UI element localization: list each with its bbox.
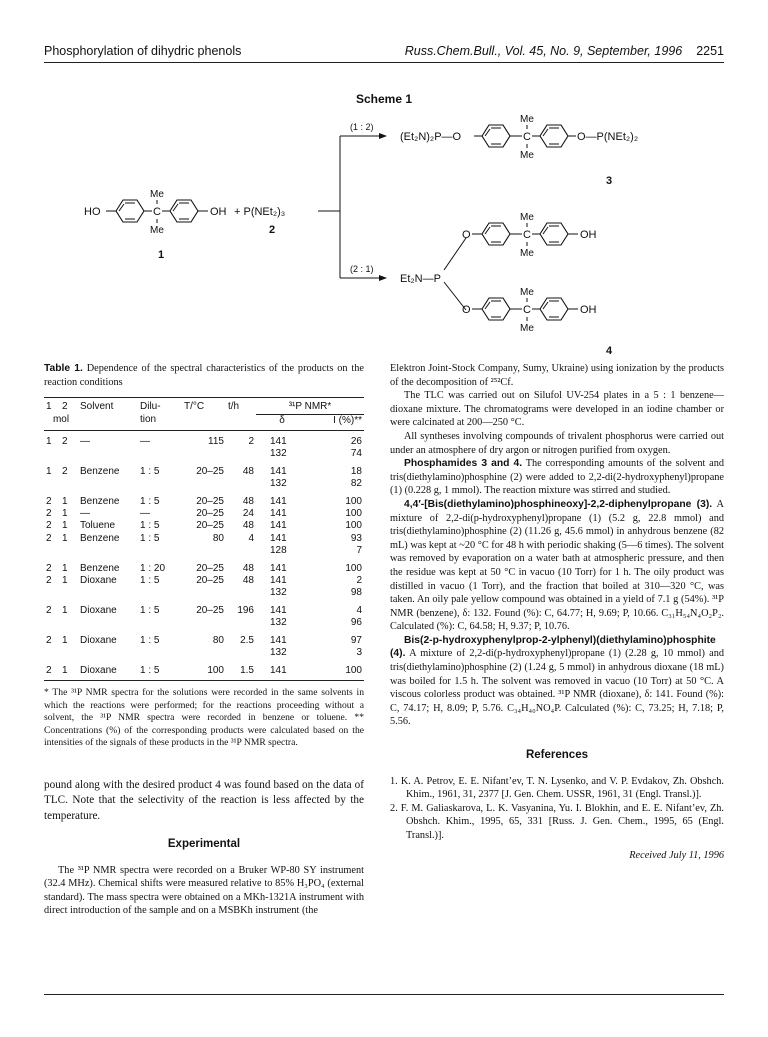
table-row bbox=[44, 587, 364, 599]
table-cell bbox=[138, 448, 182, 460]
header-solvent: Solvent bbox=[78, 398, 138, 414]
header-temp: T/°C bbox=[182, 398, 226, 414]
table-row bbox=[44, 448, 364, 460]
table-cell: 141 bbox=[270, 634, 287, 646]
table-cell: 141 bbox=[270, 508, 287, 520]
table-cell: Dioxane bbox=[78, 660, 138, 681]
compound-3-heading: 4,4′-[Bis(diethylamino)phosphineoxy]-2,2-diphenylpropane (3). bbox=[404, 498, 713, 510]
compound-4-text: A mixture of 2,2-di(p-hydroxyphenyl)propane (1) (2.28 g, 10 mmol) and tris(diethylamino)phosphine (2) (1.24 g, 5 mmol) in anhydrous dioxane (18 mL) was boiled for 1.5 h. The solvent was removed in vacuo (10 Torr) at 50 °C. A viscous colorless product was obtained. ³¹P NMR (dioxane), δ: 141. Found (%): C, 74.17; H, 8.09; P, 5.76. C₃₄H₄₀NO₄P. Calculated (%): C, 73.25; H, 7.18; P, 5.56. bbox=[390, 648, 724, 728]
table-caption-text: Dependence of the spectral characteristics of the products on the reaction conditions bbox=[44, 363, 364, 388]
table-cell: 1 bbox=[62, 532, 68, 544]
product-3-label: 3 bbox=[606, 175, 613, 187]
references-heading: References bbox=[525, 749, 588, 762]
table-cell bbox=[78, 545, 138, 557]
table-cell: 1 bbox=[62, 495, 68, 507]
table-cell: 2 bbox=[46, 604, 52, 616]
right-column bbox=[390, 362, 724, 862]
table-cell: Benzene bbox=[80, 562, 120, 574]
table-cell bbox=[44, 545, 60, 557]
table-cell bbox=[182, 647, 226, 659]
header-nmr: ³¹P NMR* bbox=[256, 398, 364, 414]
table-cell bbox=[60, 587, 78, 599]
table-cell: 132 bbox=[270, 587, 287, 599]
table-cell: 141 bbox=[256, 660, 308, 681]
header-time: t/h bbox=[226, 398, 256, 414]
benzene-ring bbox=[482, 125, 510, 147]
table-row bbox=[44, 617, 364, 629]
table-cell: — bbox=[140, 508, 150, 520]
table-cell: Toluene bbox=[80, 520, 116, 532]
table-row bbox=[44, 478, 364, 490]
p3-right-group: O—P(NEt₂)₂ bbox=[577, 131, 639, 143]
table-row bbox=[44, 660, 364, 681]
table-row bbox=[44, 461, 364, 478]
table-cell: Benzene bbox=[80, 532, 120, 544]
compound-4-heading: Bis(2-p-hydroxyphenylprop-2-ylphenyl)(diethylamino)phosphite (4). bbox=[390, 634, 716, 660]
p4-lower-methyl-bottom: Me bbox=[520, 323, 534, 334]
table-cell: 132 bbox=[270, 647, 287, 659]
table-subheader-row bbox=[44, 414, 364, 430]
table-cell bbox=[182, 617, 226, 629]
table-cell bbox=[44, 478, 60, 490]
table-cell: 20–25 bbox=[196, 508, 224, 520]
table-cell: 2 bbox=[248, 436, 254, 447]
ratio-bottom: (2 : 1) bbox=[350, 264, 374, 274]
page-number: 2251 bbox=[696, 44, 724, 58]
table-cell bbox=[138, 617, 182, 629]
results-table bbox=[44, 397, 364, 681]
scheme-title: Scheme 1 bbox=[355, 92, 413, 106]
table-cell: 141 bbox=[270, 562, 287, 574]
table-cell: 24 bbox=[242, 508, 254, 520]
table-cell: Dioxane bbox=[80, 604, 117, 616]
table-row bbox=[44, 545, 364, 557]
table-cell bbox=[78, 448, 138, 460]
oh-group: OH bbox=[210, 206, 227, 218]
table-cell bbox=[60, 617, 78, 629]
paragraph-compound-3 bbox=[390, 498, 724, 634]
table-cell: 141 bbox=[270, 465, 287, 477]
table-cell: 2.5 bbox=[240, 634, 254, 646]
phosphamides-text: The corresponding amounts of the solvent and tris(diethylamino)phosphine (2) were added to 2,2-di(2-hydroxyphenyl)propane (1) (0.228 g, 1 mmol). The reaction mixture was stirred and studied. bbox=[390, 458, 724, 497]
table-cell bbox=[138, 587, 182, 599]
table-cell bbox=[78, 587, 138, 599]
table-cell: 1 bbox=[62, 634, 68, 646]
product-4-label: 4 bbox=[606, 345, 613, 357]
paragraph-compound-4 bbox=[390, 634, 724, 729]
table-cell bbox=[60, 647, 78, 659]
table-cell: 128 bbox=[270, 545, 287, 557]
table-cell bbox=[182, 448, 226, 460]
table-header-row bbox=[44, 398, 364, 414]
p4-lower-oxygen: O bbox=[462, 304, 471, 316]
phosphamides-heading: Phosphamides 3 and 4. bbox=[404, 458, 523, 470]
p4-upper-oh: OH bbox=[580, 229, 597, 241]
table-cell: 115 bbox=[208, 436, 224, 447]
p4-lower-oh: OH bbox=[580, 304, 597, 316]
table-cell bbox=[138, 647, 182, 659]
table-cell: 18 bbox=[350, 465, 362, 477]
table-cell: 141 bbox=[270, 604, 287, 616]
header-c2: 2 bbox=[60, 398, 78, 414]
table-cell bbox=[182, 478, 226, 490]
table-cell: — bbox=[80, 436, 90, 447]
paragraph-phosphamides bbox=[390, 457, 724, 498]
table-cell: 93 bbox=[350, 532, 362, 544]
reactant-1 bbox=[84, 189, 227, 261]
p3-central-carbon: C bbox=[523, 131, 531, 143]
ho-group: HO bbox=[84, 206, 101, 218]
reactant-2-label: 2 bbox=[269, 224, 276, 236]
p4-lower-methyl-top: Me bbox=[520, 287, 534, 298]
header-mol: mol bbox=[44, 414, 78, 430]
table-cell: 100 bbox=[182, 660, 226, 681]
table-cell: 48 bbox=[242, 562, 254, 574]
table-cell: 7 bbox=[356, 545, 362, 557]
table-cell: 1 : 20 bbox=[140, 562, 166, 574]
p4-upper-methyl-top: Me bbox=[520, 212, 534, 223]
table-row bbox=[44, 491, 364, 508]
running-header bbox=[44, 44, 724, 64]
table-cell: 3 bbox=[356, 647, 362, 659]
table-cell: 1 : 5 bbox=[138, 660, 182, 681]
product-3 bbox=[400, 114, 638, 187]
scheme-1-diagram bbox=[60, 110, 740, 360]
header-intensity: I (%)** bbox=[308, 414, 364, 430]
p3-left-group: (Et₂N)₂P—O bbox=[400, 131, 462, 143]
table-cell bbox=[226, 587, 256, 599]
header-dilution-2: tion bbox=[138, 414, 182, 430]
table-cell bbox=[138, 478, 182, 490]
table-cell: 1 bbox=[62, 575, 68, 587]
paragraph-ionization: Elektron Joint-Stock Company, Sumy, Ukraine) using ionization by the products of the decomposition of ²⁵²Cf. bbox=[390, 363, 724, 388]
table-cell: 1.5 bbox=[226, 660, 256, 681]
table-cell bbox=[226, 647, 256, 659]
table-cell: 2 bbox=[356, 575, 362, 587]
benzene-ring bbox=[540, 298, 568, 320]
table-cell bbox=[182, 587, 226, 599]
reference-2: 2. F. M. Galiaskarova, L. K. Vasyanina, Yu. I. Blokhin, and E. E. Nifant’ev, Zh. Obshch. Khim., 1995, 65, 331 [Russ. J. Gen. Chem., 1995, 65 (Engl. Transl.)]. bbox=[390, 802, 724, 841]
received-date: Received July 11, 1996 bbox=[629, 849, 724, 861]
table-cell: 48 bbox=[242, 520, 254, 532]
p4-phosphorus: Et₂N—P bbox=[400, 273, 441, 285]
reactant-1-label: 1 bbox=[158, 249, 165, 261]
header-c1: 1 bbox=[44, 398, 60, 414]
table-cell: 2 bbox=[46, 495, 52, 507]
table-cell: 20–25 bbox=[196, 562, 224, 574]
table-cell: 1 : 5 bbox=[140, 532, 160, 544]
table-cell: 1 bbox=[62, 562, 68, 574]
table-cell: 20–25 bbox=[196, 520, 224, 532]
running-title: Phosphorylation of dihydric phenols bbox=[44, 44, 242, 58]
table-cell: 48 bbox=[242, 495, 254, 507]
table-cell: 1 : 5 bbox=[140, 495, 160, 507]
table-cell: 2 bbox=[62, 436, 68, 447]
table-cell: 2 bbox=[46, 634, 52, 646]
table-cell bbox=[60, 478, 78, 490]
benzene-ring bbox=[540, 223, 568, 245]
table-cell: 98 bbox=[350, 587, 362, 599]
table-cell: 4 bbox=[248, 532, 254, 544]
table-cell bbox=[44, 647, 60, 659]
table-row bbox=[44, 558, 364, 575]
benzene-ring bbox=[540, 125, 568, 147]
benzene-ring bbox=[170, 200, 198, 222]
table-row bbox=[44, 647, 364, 659]
table-cell bbox=[226, 448, 256, 460]
central-carbon: C bbox=[153, 206, 161, 218]
table-cell: 100 bbox=[345, 508, 362, 520]
table-cell: Benzene bbox=[80, 495, 120, 507]
table-cell: 80 bbox=[212, 532, 224, 544]
journal-ref: Russ.Chem.Bull., Vol. 45, No. 9, September, 1996 bbox=[404, 44, 683, 58]
table-cell: 141 bbox=[270, 520, 287, 532]
table-cell: 20–25 bbox=[196, 465, 224, 477]
table-cell: — bbox=[140, 436, 150, 447]
table-cell: 1 bbox=[46, 436, 52, 447]
table-cell: 20–25 bbox=[196, 495, 224, 507]
table-row bbox=[44, 520, 364, 532]
table-cell: 141 bbox=[270, 495, 287, 507]
p3-methyl-top: Me bbox=[520, 114, 534, 125]
header-rule bbox=[44, 62, 724, 63]
table-cell: 196 bbox=[237, 604, 254, 616]
table-cell: 1 bbox=[62, 604, 68, 616]
paragraph-tlc: The TLC was carried out on Silufol UV-254 plates in a 5 : 1 benzene—dioxane mixture. The chromatograms were developed in an iodine chamber or were calcinated at 200—250 °C. bbox=[390, 390, 724, 429]
table-cell: 100 bbox=[345, 520, 362, 532]
table-cell: 48 bbox=[242, 465, 254, 477]
benzene-ring bbox=[482, 298, 510, 320]
reference-1: 1. K. A. Petrov, E. E. Nifant’ev, T. N. Lysenko, and V. P. Evdakov, Zh. Obshch. Khim., 1961, 31, 2377 [J. Gen. Chem. USSR, 1961, 31 (Engl. Transl.)]. bbox=[390, 775, 724, 801]
table-cell bbox=[226, 478, 256, 490]
table-cell: 100 bbox=[345, 562, 362, 574]
table-cell: 2 bbox=[46, 520, 52, 532]
table-cell: 96 bbox=[350, 617, 362, 629]
table-cell: 82 bbox=[350, 478, 362, 490]
table-cell: 1 bbox=[60, 660, 78, 681]
table-cell: 1 : 5 bbox=[140, 634, 160, 646]
table-row bbox=[44, 630, 364, 647]
p4-upper-oxygen: O bbox=[462, 229, 471, 241]
benzene-ring bbox=[482, 223, 510, 245]
table-cell: 132 bbox=[270, 478, 287, 490]
continuation-paragraph: pound along with the desired product 4 was found based on the data of TLC. Note that the selectivity of the reaction is less affected by the temperature. bbox=[44, 778, 364, 822]
table-cell: 2 bbox=[46, 562, 52, 574]
table-cell: 48 bbox=[242, 575, 254, 587]
table-cell bbox=[44, 587, 60, 599]
p4-upper-carbon: C bbox=[523, 229, 531, 241]
table-row bbox=[44, 575, 364, 587]
table-cell bbox=[78, 478, 138, 490]
table-cell bbox=[138, 545, 182, 557]
table-cell: 141 bbox=[270, 436, 287, 447]
table-caption bbox=[44, 362, 364, 389]
table-cell: 132 bbox=[270, 617, 287, 629]
p4-lower-carbon: C bbox=[523, 304, 531, 316]
table-row bbox=[44, 431, 364, 449]
table-cell: 74 bbox=[350, 448, 362, 460]
table-cell: 1 bbox=[46, 465, 52, 477]
table-cell bbox=[78, 617, 138, 629]
reactant-2: + P(NEt₂)₃ bbox=[234, 206, 286, 218]
benzene-ring bbox=[116, 200, 144, 222]
table-cell: Dioxane bbox=[80, 575, 117, 587]
compound-3-text: A mixture of 2,2-di(p-hydroxyphenyl)propane (1) (5.2 g, 22.8 mmol) and tris(diethylamino)phosphine (2) (11.26 g, 45.6 mmol) in anhydrous benzene (82 mL) was kept at ~20 °C for 48 h with periodic shaking (5—6 times). The solvent was removed by evaporation on a water bath at atmospheric pressure, and then the residue was kept at 50 °C in vacuo (10 Torr) for 1 h. The oily product was distilled in vacuo (1 Torr), and the fraction that boiled at 310—320 °C, was taken. An oily pale yellow compound was obtained in a yield of 7.1 g (54%). ³¹P NMR (benzene), δ: 132. Found (%): C, 64.77; H, 9.69; P, 10.66. C₃₁H₅₄N₄O₂P₂. Calculated (%): C, 64.58; H, 9.37; P, 10.76. bbox=[390, 498, 724, 633]
table-cell: Benzene bbox=[80, 465, 120, 477]
table-cell: 97 bbox=[350, 634, 362, 646]
p4-upper-methyl-bottom: Me bbox=[520, 248, 534, 259]
table-cell: 1 : 5 bbox=[140, 604, 160, 616]
left-column bbox=[44, 362, 364, 918]
table-cell: 2 bbox=[46, 575, 52, 587]
table-cell: 1 bbox=[62, 520, 68, 532]
table-cell bbox=[226, 617, 256, 629]
table-cell bbox=[44, 617, 60, 629]
table-cell: 2 bbox=[46, 508, 52, 520]
table-cell bbox=[226, 545, 256, 557]
table-cell: 20–25 bbox=[196, 604, 224, 616]
header-delta: δ bbox=[256, 414, 308, 430]
table-cell: 141 bbox=[270, 532, 287, 544]
methyl-bottom: Me bbox=[150, 225, 164, 236]
table-cell: 2 bbox=[62, 465, 68, 477]
table-cell: 20–25 bbox=[196, 575, 224, 587]
ratio-top: (1 : 2) bbox=[350, 122, 374, 132]
table-cell: 1 : 5 bbox=[140, 465, 160, 477]
p3-methyl-bottom: Me bbox=[520, 150, 534, 161]
table-cell bbox=[60, 545, 78, 557]
table-cell bbox=[78, 647, 138, 659]
table-row bbox=[44, 600, 364, 617]
table-caption-label: Table 1. bbox=[44, 363, 83, 374]
table-cell: 132 bbox=[270, 448, 287, 460]
experimental-heading: Experimental bbox=[167, 838, 241, 851]
table-row bbox=[44, 508, 364, 520]
table-cell: — bbox=[80, 508, 90, 520]
journal-citation bbox=[405, 44, 724, 58]
methyl-top: Me bbox=[150, 189, 164, 200]
table-cell: 1 : 5 bbox=[140, 520, 160, 532]
table-cell: 100 bbox=[308, 660, 364, 681]
table-cell: 26 bbox=[350, 436, 362, 447]
table-cell: 2 bbox=[46, 532, 52, 544]
table-cell: 1 : 5 bbox=[140, 575, 160, 587]
table-cell: 100 bbox=[345, 495, 362, 507]
table-cell: Dioxane bbox=[80, 634, 117, 646]
table-row bbox=[44, 533, 364, 545]
table-cell: 80 bbox=[212, 634, 224, 646]
experimental-paragraph: The ³¹P NMR spectra were recorded on a Bruker WP-80 SY instrument (32.4 MHz). Chemical shifts were measured relative to 85% H₃PO₄ (external standard). The mass spectra were obtained on a MKh-1321A instrument with direct introduction of the sample and on a MSBKh instrument (the bbox=[44, 864, 364, 917]
product-4 bbox=[400, 212, 613, 357]
table-cell: 1 bbox=[62, 508, 68, 520]
table-cell bbox=[44, 448, 60, 460]
bottom-rule bbox=[44, 994, 724, 995]
header-dilution: Dilu- bbox=[138, 398, 182, 414]
table-cell: 2 bbox=[44, 660, 60, 681]
table-cell: 4 bbox=[356, 604, 362, 616]
table-cell bbox=[182, 545, 226, 557]
table-cell bbox=[60, 448, 78, 460]
table-footnote: * The ³¹P NMR spectra for the solutions were recorded in the same solvents in which the reactions were performed; for the reactions proceeding without a solvent, the ³¹P NMR spectra were recorded in benzene or toluene. ** Concentrations (%) of the corresponding products were calculated based on the intensities of the signals of these products in the ³¹P NMR spectra. bbox=[44, 686, 364, 749]
table-cell: 141 bbox=[270, 575, 287, 587]
paragraph-atmosphere: All syntheses involving compounds of trivalent phosphorus were carried out under an atmosphere of dry argon or nitrogen purified from oxygen. bbox=[390, 430, 724, 456]
